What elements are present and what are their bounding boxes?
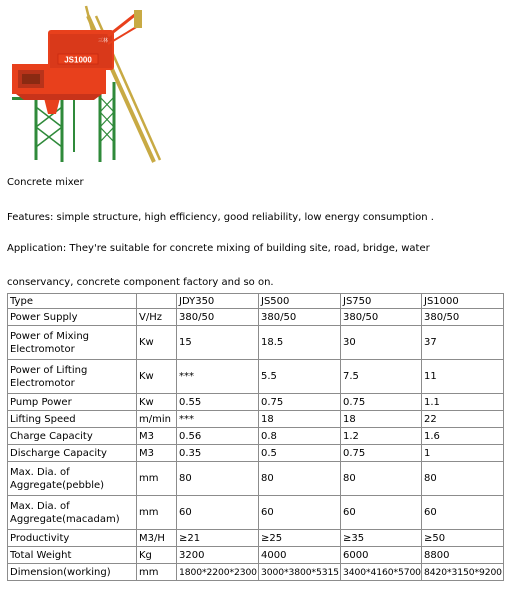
cell-value: 380/50 bbox=[422, 309, 504, 326]
brand-logo: 三林 bbox=[98, 38, 109, 44]
row-unit: Kw bbox=[137, 360, 177, 394]
cell-value: 1.1 bbox=[422, 394, 504, 411]
cell-value: 1.6 bbox=[422, 428, 504, 445]
cell-value: 0.56 bbox=[177, 428, 259, 445]
table-row bbox=[8, 496, 504, 530]
cell-value: 18 bbox=[341, 411, 422, 428]
row-unit: mm bbox=[137, 462, 177, 496]
cell-value: 18.5 bbox=[259, 326, 341, 360]
cell-value: 380/50 bbox=[177, 309, 259, 326]
cell-value: ≥35 bbox=[341, 530, 422, 547]
row-label: Power of Mixing Electromotor bbox=[8, 326, 137, 360]
cell-value: 80 bbox=[422, 462, 504, 496]
table-header-row bbox=[8, 294, 504, 309]
cell-value: 30 bbox=[341, 326, 422, 360]
cell-value: 80 bbox=[177, 462, 259, 496]
table-row bbox=[8, 445, 504, 462]
concrete-mixer-image bbox=[4, 2, 164, 170]
application-text-line-2: conservancy, concrete component factory and so on. bbox=[7, 277, 274, 288]
cell-value: 15 bbox=[177, 326, 259, 360]
features-text: Features: simple structure, high efficiency, good reliability, low energy consumption . bbox=[7, 212, 434, 223]
row-unit: V/Hz bbox=[137, 309, 177, 326]
cell-value: 60 bbox=[177, 496, 259, 530]
header-unit bbox=[137, 294, 177, 309]
cell-value: 80 bbox=[341, 462, 422, 496]
table-row bbox=[8, 360, 504, 394]
header-js500: JS500 bbox=[259, 294, 341, 309]
row-unit: Kw bbox=[137, 394, 177, 411]
cell-value: 3000*3800*5315 bbox=[259, 564, 341, 581]
cell-value: ≥21 bbox=[177, 530, 259, 547]
model-badge: JS1000 bbox=[64, 55, 92, 65]
row-label: Total Weight bbox=[8, 547, 137, 564]
cell-value: 0.75 bbox=[341, 394, 422, 411]
row-label: Productivity bbox=[8, 530, 137, 547]
row-label: Power Supply bbox=[8, 309, 137, 326]
table-row bbox=[8, 411, 504, 428]
cell-value: 8420*3150*9200 bbox=[422, 564, 504, 581]
header-jdy350: JDY350 bbox=[177, 294, 259, 309]
header-js1000: JS1000 bbox=[422, 294, 504, 309]
row-unit: Kw bbox=[137, 326, 177, 360]
table-row bbox=[8, 462, 504, 496]
cell-value: 6000 bbox=[341, 547, 422, 564]
row-unit: Kg bbox=[137, 547, 177, 564]
cell-value: 11 bbox=[422, 360, 504, 394]
cell-value: 0.35 bbox=[177, 445, 259, 462]
cell-value: 1800*2200*2300 bbox=[177, 564, 259, 581]
application-text-line-1: Application: They're suitable for concrete mixing of building site, road, bridge, water bbox=[7, 243, 430, 254]
cell-value: 8800 bbox=[422, 547, 504, 564]
cell-value: 0.5 bbox=[259, 445, 341, 462]
table-row bbox=[8, 564, 504, 581]
table-row bbox=[8, 394, 504, 411]
cell-value: 5.5 bbox=[259, 360, 341, 394]
row-unit: mm bbox=[137, 496, 177, 530]
row-label: Max. Dia. of Aggregate(macadam) bbox=[8, 496, 137, 530]
cell-value: ≥50 bbox=[422, 530, 504, 547]
cell-value: *** bbox=[177, 360, 259, 394]
table-row bbox=[8, 547, 504, 564]
cell-value: 380/50 bbox=[259, 309, 341, 326]
cell-value: 3200 bbox=[177, 547, 259, 564]
row-label: Discharge Capacity bbox=[8, 445, 137, 462]
row-unit: m/min bbox=[137, 411, 177, 428]
cell-value: 0.55 bbox=[177, 394, 259, 411]
cell-value: 1.2 bbox=[341, 428, 422, 445]
row-label: Charge Capacity bbox=[8, 428, 137, 445]
cell-value: 80 bbox=[259, 462, 341, 496]
cell-value: 37 bbox=[422, 326, 504, 360]
row-label: Lifting Speed bbox=[8, 411, 137, 428]
row-label: Pump Power bbox=[8, 394, 137, 411]
header-type: Type bbox=[8, 294, 137, 309]
table-row bbox=[8, 309, 504, 326]
row-label: Dimension(working) bbox=[8, 564, 137, 581]
caption: Concrete mixer bbox=[7, 177, 84, 188]
spec-table bbox=[7, 293, 504, 581]
row-label: Max. Dia. of Aggregate(pebble) bbox=[8, 462, 137, 496]
table-row bbox=[8, 530, 504, 547]
row-unit: M3 bbox=[137, 428, 177, 445]
cell-value: 60 bbox=[341, 496, 422, 530]
cell-value: 0.75 bbox=[341, 445, 422, 462]
row-unit: M3/H bbox=[137, 530, 177, 547]
header-js750: JS750 bbox=[341, 294, 422, 309]
cell-value: 1 bbox=[422, 445, 504, 462]
row-unit: M3 bbox=[137, 445, 177, 462]
cell-value: 60 bbox=[422, 496, 504, 530]
cell-value: 60 bbox=[259, 496, 341, 530]
table-row bbox=[8, 326, 504, 360]
row-label: Power of Lifting Electromotor bbox=[8, 360, 137, 394]
cell-value: *** bbox=[177, 411, 259, 428]
cell-value: 0.8 bbox=[259, 428, 341, 445]
cell-value: 7.5 bbox=[341, 360, 422, 394]
row-unit: mm bbox=[137, 564, 177, 581]
cell-value: 22 bbox=[422, 411, 504, 428]
cell-value: 380/50 bbox=[341, 309, 422, 326]
table-row bbox=[8, 428, 504, 445]
cell-value: ≥25 bbox=[259, 530, 341, 547]
cell-value: 18 bbox=[259, 411, 341, 428]
cell-value: 3400*4160*5700 bbox=[341, 564, 422, 581]
cell-value: 0.75 bbox=[259, 394, 341, 411]
cell-value: 4000 bbox=[259, 547, 341, 564]
